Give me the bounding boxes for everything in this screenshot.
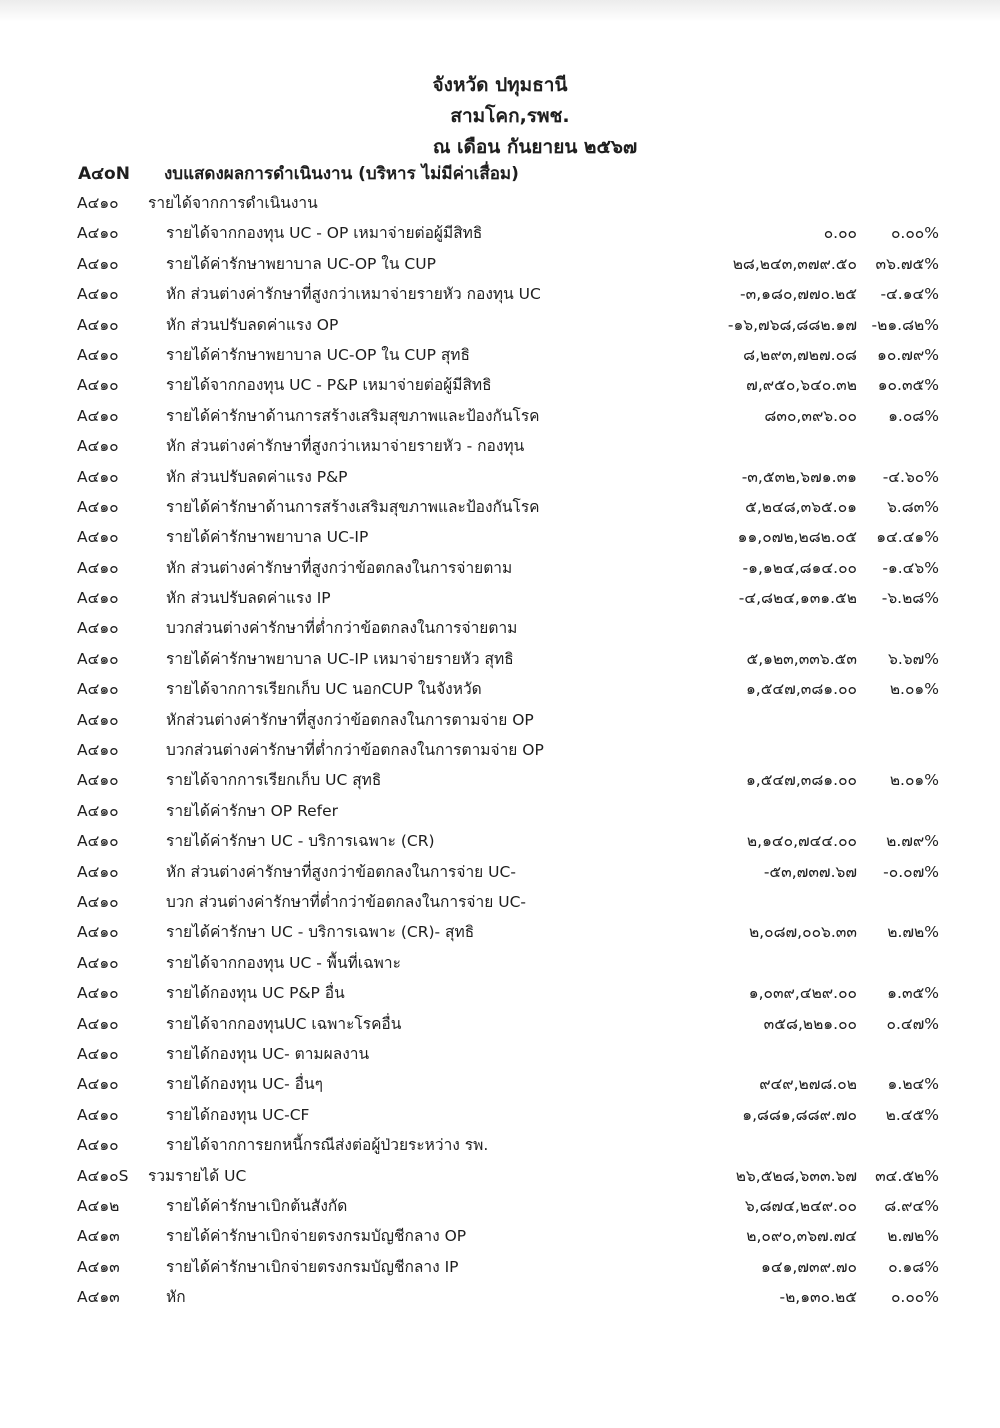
table-row — [0, 401, 1000, 431]
account-code: A๔๑๐ — [77, 406, 119, 425]
account-label: รายได้จากการยกหนี้กรณีส่งต่อผู้ป่วยระหว่าง รพ. — [166, 1136, 489, 1155]
account-percent: -๔.๑๔% — [880, 285, 939, 304]
account-code: A๔๑๓ — [77, 1288, 120, 1307]
account-label: รายได้กองทุน UC P&P อื่น — [166, 984, 345, 1003]
account-label: รวมรายได้ UC — [148, 1166, 247, 1185]
account-label: รายได้จากการดำเนินงาน — [148, 194, 318, 212]
account-code: A๔๑๐ — [77, 680, 119, 699]
account-code: A๔๑๐ — [77, 224, 119, 243]
table-row — [0, 1252, 1000, 1282]
table-row — [0, 796, 1000, 826]
account-amount: ๑๔๑,๗๓๙.๗๐ — [761, 1257, 857, 1276]
account-label: รายได้ค่ารักษา UC - บริการเฉพาะ (CR)- สุทธิ — [166, 923, 475, 942]
account-percent: ๑๐.๗๙% — [877, 345, 939, 364]
account-label: รายได้ค่ารักษาพยาบาล UC-IP เหมาจ่ายรายหัว สุทธิ — [166, 649, 514, 668]
table-row — [0, 887, 1000, 917]
account-percent: -๔.๖๐% — [882, 467, 939, 486]
account-code: A๔๑๐ — [77, 467, 119, 486]
account-code: A๔๑๐ — [77, 741, 119, 760]
statement-heading — [78, 160, 958, 188]
account-amount: ๒,๐๙๐,๓๖๗.๗๔ — [746, 1227, 857, 1246]
account-label: บวกส่วนต่างค่ารักษาที่ต่ำกว่าข้อตกลงในการตามจ่าย OP — [166, 741, 544, 760]
account-amount: -๓,๑๘๐,๗๗๐.๒๕ — [740, 285, 857, 304]
account-label: บวก ส่วนต่างค่ารักษาที่ต่ำกว่าข้อตกลงในการจ่าย UC- — [166, 892, 526, 911]
account-label: รายได้ค่ารักษาด้านการสร้างเสริมสุขภาพและป้องกันโรค — [166, 497, 540, 516]
period-title: ณ เดือน กันยายน ๒๕๖๗ — [432, 136, 638, 158]
account-label: รายได้ค่ารักษาพยาบาล UC-OP ใน CUP สุทธิ — [166, 345, 470, 364]
table-row — [0, 310, 1000, 340]
account-code: A๔๑๓ — [77, 1227, 120, 1246]
table-row — [0, 978, 1000, 1008]
account-amount: ๘,๒๙๓,๗๒๗.๐๘ — [743, 345, 857, 364]
account-amount: ๒๘,๒๔๓,๓๗๙.๕๐ — [732, 254, 857, 273]
account-amount: ๒,๐๘๗,๐๐๖.๓๓ — [748, 923, 857, 942]
account-label: รายได้ค่ารักษา OP Refer — [166, 801, 339, 820]
table-row — [0, 735, 1000, 765]
table-row — [0, 431, 1000, 461]
table-row — [0, 857, 1000, 887]
account-code: A๔๑๐ — [77, 771, 119, 790]
account-amount: ๑,๐๓๙,๔๒๙.๐๐ — [748, 984, 857, 1003]
account-label: หัก ส่วนปรับลดค่าแรง IP — [166, 589, 331, 608]
table-row — [0, 1221, 1000, 1251]
account-label: รายได้ค่ารักษาด้านการสร้างเสริมสุขภาพและป้องกันโรค — [166, 406, 540, 425]
table-row — [0, 492, 1000, 522]
account-code: A๔๑๐ — [77, 619, 119, 638]
account-code: A๔๑๐ — [77, 345, 119, 364]
account-amount: ๒๖,๕๒๘,๖๓๓.๖๗ — [735, 1166, 857, 1185]
account-percent: -๑.๔๖% — [882, 558, 939, 577]
account-label: รายได้ค่ารักษาเบิกจ่ายตรงกรมบัญชีกลาง IP — [166, 1257, 459, 1276]
table-row — [0, 522, 1000, 552]
table-row — [0, 1100, 1000, 1130]
account-label: หัก ส่วนต่างค่ารักษาที่สูงกว่าเหมาจ่ายรายหัว - กองทุน — [166, 437, 525, 456]
account-code: A๔๑๓ — [77, 1257, 120, 1276]
account-percent: ๐.๐๐% — [890, 224, 939, 243]
account-code: A๔๑๐ — [77, 376, 119, 395]
account-label: รายได้ค่ารักษา UC - บริการเฉพาะ (CR) — [166, 832, 435, 851]
account-label: หัก ส่วนปรับลดค่าแรง OP — [166, 315, 339, 334]
account-code: A๔๑๐ — [77, 315, 119, 334]
table-row — [0, 370, 1000, 400]
account-code: A๔๑๐ — [77, 1075, 119, 1094]
account-code: A๔๑๐ — [77, 558, 119, 577]
account-label: บวกส่วนต่างค่ารักษาที่ต่ำกว่าข้อตกลงในการจ่ายตาม — [166, 619, 518, 638]
table-row — [0, 644, 1000, 674]
unit-title: สามโคก,รพช. — [450, 105, 570, 127]
table-row — [0, 218, 1000, 248]
account-percent: -๒๑.๘๒% — [871, 315, 939, 334]
table-row — [0, 1282, 1000, 1312]
account-amount: ๒,๑๔๐,๗๔๔.๐๐ — [746, 832, 857, 851]
account-percent: ๐.๔๗% — [886, 1014, 939, 1033]
account-amount: ๗,๙๕๐,๖๔๐.๓๒ — [746, 376, 857, 395]
account-label: รายได้ค่ารักษาเบิกต้นสังกัด — [166, 1196, 348, 1215]
account-code: A๔๑๐ — [77, 589, 119, 608]
account-amount: -๕๓,๗๓๗.๖๗ — [763, 862, 857, 881]
account-percent: ๒.๔๕% — [885, 1105, 939, 1124]
account-label: รายได้ค่ารักษาพยาบาล UC-IP — [166, 528, 369, 547]
account-code: A๔๑๐ — [77, 649, 119, 668]
account-amount: ๓๕๘,๒๒๑.๐๐ — [763, 1014, 857, 1033]
table-row — [0, 340, 1000, 370]
account-percent: ๓๖.๗๕% — [875, 254, 939, 273]
table-row — [0, 553, 1000, 583]
account-label: รายได้จากการเรียกเก็บ UC สุทธิ — [166, 771, 382, 790]
account-label: หัก ส่วนปรับลดค่าแรง P&P — [166, 467, 348, 486]
table-row — [0, 1130, 1000, 1160]
account-label: รายได้จากกองทุน UC - พื้นที่เฉพาะ — [166, 953, 401, 972]
account-code: A๔๑๐ — [77, 528, 119, 547]
account-percent: ๖.๖๗% — [888, 649, 939, 668]
account-label: หัก ส่วนต่างค่ารักษาที่สูงกว่าข้อตกลงในการจ่าย UC- — [166, 862, 516, 881]
table-row — [0, 188, 1000, 218]
account-amount: ๖,๘๗๔,๒๔๙.๐๐ — [744, 1196, 857, 1215]
account-percent: ๑.๓๕% — [887, 984, 939, 1003]
account-code: A๔๑๐ — [77, 1136, 119, 1155]
account-percent: ๑๔.๔๑% — [876, 528, 939, 547]
account-percent: ๒.๐๑% — [889, 680, 939, 699]
account-label: รายได้กองทุน UC- ตามผลงาน — [166, 1044, 370, 1063]
account-percent: ๐.๐๐% — [890, 1288, 939, 1307]
table-row — [0, 1191, 1000, 1221]
account-percent: ๘.๙๔% — [884, 1196, 939, 1215]
account-amount: -๓,๕๓๒,๖๗๑.๓๑ — [741, 467, 857, 486]
account-amount: ๙๔๙,๒๗๘.๐๒ — [759, 1075, 857, 1094]
account-label: รายได้กองทุน UC- อื่นๆ — [166, 1075, 323, 1094]
account-percent: ๒.๗๒% — [887, 923, 939, 942]
table-row — [0, 826, 1000, 856]
table-row — [0, 765, 1000, 795]
account-code: A๔๑๐S — [77, 1166, 129, 1185]
account-percent: ๖.๘๓% — [886, 497, 939, 516]
table-row — [0, 279, 1000, 309]
account-code: A๔๑๐ — [77, 923, 119, 942]
account-amount: ๕,๒๔๘,๓๖๕.๐๑ — [745, 497, 857, 516]
table-row — [0, 1069, 1000, 1099]
account-code: A๔๑๐ — [77, 801, 119, 820]
table-row — [0, 583, 1000, 613]
account-label: รายได้จากกองทุนUC เฉพาะโรคอื่น — [166, 1014, 402, 1033]
account-amount: -๑,๑๒๔,๘๑๔.๐๐ — [742, 558, 857, 577]
table-row — [0, 674, 1000, 704]
account-code: A๔๑๐ — [77, 1044, 119, 1063]
table-row — [0, 1039, 1000, 1069]
account-percent: ๐.๑๘% — [888, 1257, 939, 1276]
account-label: รายได้จากกองทุน UC - P&P เหมาจ่ายต่อผู้มีสิทธิ — [166, 376, 492, 395]
account-percent: ๒.๗๙% — [886, 832, 939, 851]
province-title: จังหวัด ปทุมธานี — [432, 74, 568, 96]
account-label: หักส่วนต่างค่ารักษาที่สูงกว่าข้อตกลงในการตามจ่าย OP — [166, 710, 534, 729]
account-percent: -๐.๐๗% — [883, 862, 939, 881]
account-label: รายได้จากการเรียกเก็บ UC นอกCUP ในจังหวัด — [166, 680, 482, 699]
account-amount: -๒,๑๓๐.๒๕ — [779, 1288, 857, 1307]
account-code: A๔๑๐ — [77, 953, 119, 972]
account-amount: -๑๖,๗๖๘,๘๘๒.๑๗ — [727, 315, 857, 334]
statement-title: งบแสดงผลการดำเนินงาน (บริหาร ไม่มีค่าเสื่อม) — [164, 164, 519, 184]
account-label: รายได้ค่ารักษาเบิกจ่ายตรงกรมบัญชีกลาง OP — [166, 1227, 467, 1246]
account-code: A๔๑๐ — [77, 710, 119, 729]
account-code: A๔๑๐ — [77, 1105, 119, 1124]
account-code: A๔๑๐ — [77, 892, 119, 911]
account-code: A๔๑๐ — [77, 437, 119, 456]
account-amount: ๑,๘๘๑,๘๘๙.๗๐ — [742, 1105, 857, 1124]
account-amount: ๑,๕๔๗,๓๘๑.๐๐ — [745, 680, 857, 699]
document-header — [0, 70, 1000, 163]
table-row — [0, 948, 1000, 978]
account-percent: ๓๔.๕๒% — [875, 1166, 939, 1185]
account-amount: ๑๑,๐๗๒,๒๘๒.๐๕ — [737, 528, 857, 547]
account-code: A๔๑๐ — [77, 862, 119, 881]
account-label: รายได้จากกองทุน UC - OP เหมาจ่ายต่อผู้มีสิทธิ — [166, 224, 483, 243]
account-code: A๔๑๐ — [77, 254, 119, 273]
account-percent: -๖.๒๘% — [881, 589, 939, 608]
account-amount: ๑,๕๔๗,๓๘๑.๐๐ — [745, 771, 857, 790]
account-percent: ๒.๗๒% — [887, 1227, 939, 1246]
table-row — [0, 917, 1000, 947]
scan-edge — [0, 0, 1000, 22]
account-amount: ๕,๑๒๓,๓๓๖.๕๓ — [746, 649, 857, 668]
account-code: A๔๑๐ — [77, 285, 119, 304]
account-amount: ๐.๐๐ — [823, 224, 857, 243]
table-row — [0, 1009, 1000, 1039]
account-label: รายได้กองทุน UC-CF — [166, 1105, 310, 1124]
table-row — [0, 462, 1000, 492]
account-percent: ๑.๒๔% — [887, 1075, 939, 1094]
account-percent: ๑.๐๘% — [888, 406, 939, 425]
account-label: รายได้ค่ารักษาพยาบาล UC-OP ใน CUP — [166, 254, 436, 273]
account-code: A๔๑๐ — [77, 832, 119, 851]
table-row — [0, 613, 1000, 643]
account-label: หัก ส่วนต่างค่ารักษาที่สูงกว่าข้อตกลงในการจ่ายตาม — [166, 558, 513, 577]
account-code: A๔๑๐ — [77, 984, 119, 1003]
account-code: A๔๑๐ — [77, 497, 119, 516]
table-row — [0, 1161, 1000, 1191]
statement-code: A๔oN — [78, 164, 130, 184]
table-row — [0, 249, 1000, 279]
account-amount: ๘๓๐,๓๙๖.๐๐ — [764, 406, 857, 425]
account-percent: ๑๐.๓๕% — [877, 376, 939, 395]
account-rows — [0, 188, 1000, 1312]
account-amount: -๔,๘๒๔,๑๓๑.๕๒ — [738, 589, 857, 608]
account-code: A๔๑๐ — [77, 1014, 119, 1033]
table-row — [0, 705, 1000, 735]
account-percent: ๒.๐๑% — [889, 771, 939, 790]
account-code: A๔๑๒ — [77, 1196, 120, 1215]
account-label: หัก ส่วนต่างค่ารักษาที่สูงกว่าเหมาจ่ายรายหัว กองทุน UC — [166, 285, 541, 304]
account-code: A๔๑๐ — [77, 194, 119, 212]
account-label: หัก — [166, 1288, 186, 1307]
